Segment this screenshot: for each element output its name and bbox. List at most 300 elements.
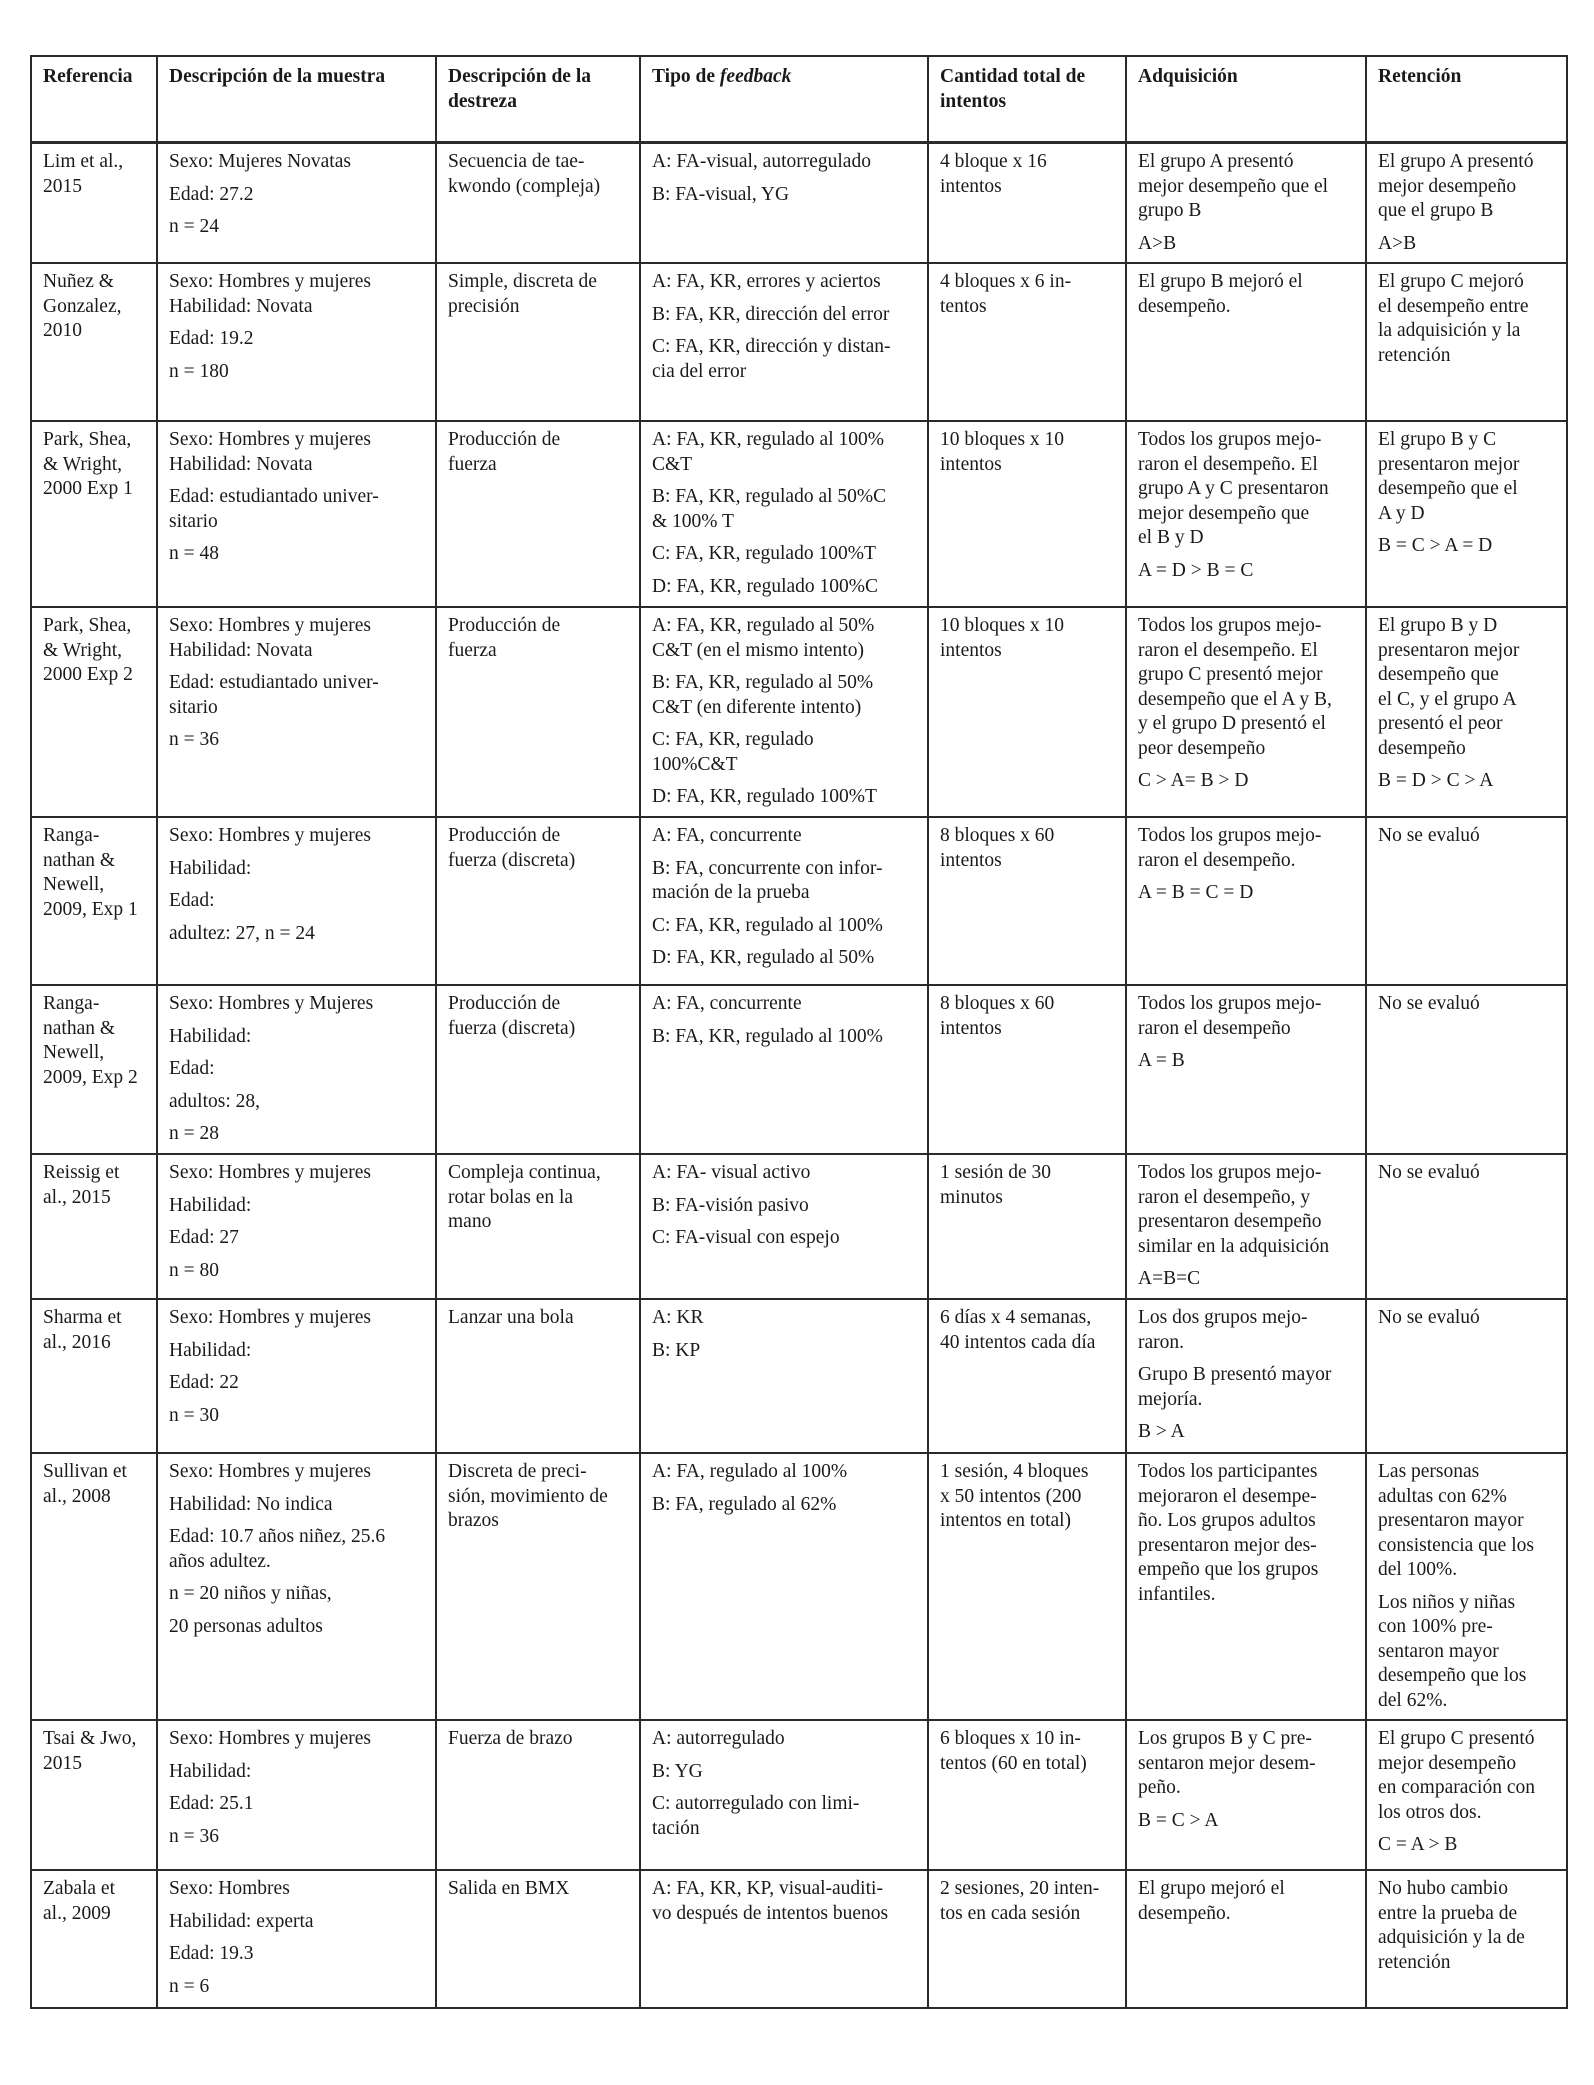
text-line: 10 bloques x 10 — [940, 615, 1065, 636]
paragraph — [1378, 1460, 1558, 1583]
text-line: Habilidad: — [169, 857, 252, 879]
paragraph — [1378, 824, 1558, 849]
table-row — [31, 263, 1567, 421]
paragraph — [169, 542, 427, 567]
text-line: Edad: — [169, 890, 215, 911]
text-line: A = B — [1138, 1050, 1185, 1071]
text-line: sentaron mejor desem- — [1138, 1752, 1316, 1774]
paragraph — [169, 485, 427, 534]
paragraph — [652, 335, 919, 384]
paragraph — [1138, 1267, 1357, 1292]
paragraph — [652, 1460, 919, 1485]
text-line: raron el desempeño, y — [1138, 1186, 1311, 1208]
text-line: Sexo: Mujeres Novatas — [169, 151, 351, 172]
text-line: C: FA, KR, regulado 100%T — [652, 543, 876, 564]
text-line: grupo A y C presentaron — [1138, 478, 1329, 499]
text-line: & 100% T — [652, 510, 734, 532]
text-line: B = D > C > A — [1378, 770, 1494, 791]
text-line: fuerza — [448, 639, 497, 661]
paragraph — [652, 1727, 919, 1752]
text-line: Producción de — [448, 993, 561, 1014]
cell-destreza — [436, 985, 640, 1154]
text-line: Sexo: Hombres y mujeres — [169, 825, 372, 846]
paragraph — [940, 1727, 1117, 1776]
cell-retencion — [1366, 1720, 1567, 1870]
paragraph — [940, 270, 1117, 319]
paragraph — [1138, 1306, 1357, 1355]
text-line: del 62%. — [1378, 1689, 1448, 1711]
cell-retencion — [1366, 1870, 1567, 2008]
text-line: raron el desempeño. El — [1138, 639, 1318, 661]
paragraph — [1378, 1727, 1558, 1825]
paragraph — [652, 785, 919, 810]
paragraph — [652, 1493, 919, 1518]
text-line: Sexo: Hombres y mujeres — [169, 271, 372, 292]
text-line: intentos — [940, 849, 1002, 871]
cell-muestra — [157, 1870, 436, 2008]
paragraph — [1378, 232, 1558, 257]
text-line: Park, Shea, — [43, 429, 132, 450]
text-line: desempeño que el A y B, — [1138, 688, 1332, 710]
cell-ref — [31, 143, 157, 264]
paragraph — [1138, 1049, 1357, 1074]
cell-ref — [31, 1154, 157, 1299]
paragraph — [169, 728, 427, 753]
paragraph — [169, 1615, 427, 1640]
text-line: n = 28 — [169, 1123, 219, 1144]
cell-tipo — [640, 607, 928, 817]
text-line: en comparación con — [1378, 1777, 1536, 1798]
paragraph — [169, 1057, 427, 1082]
text-line: B > A — [1138, 1421, 1185, 1442]
text-line: 2015 — [43, 1752, 82, 1774]
cell-cantidad — [928, 1870, 1126, 2008]
text-line: desempeño. — [1138, 1902, 1231, 1924]
text-line: 40 intentos cada día — [940, 1331, 1096, 1353]
text-line: No se evaluó — [1378, 993, 1480, 1014]
paragraph — [1138, 270, 1357, 319]
text-line: Ranga- — [43, 825, 100, 846]
paragraph — [1138, 1877, 1357, 1926]
cell-retencion — [1366, 263, 1567, 421]
text-line: Sullivan et — [43, 1461, 127, 1482]
text-line: n = 36 — [169, 729, 219, 750]
paragraph — [169, 614, 427, 663]
cell-ref — [31, 263, 157, 421]
text-line: B: FA, KR, regulado al 50%C — [652, 486, 887, 507]
text-line: Nuñez & — [43, 271, 114, 292]
cell-tipo — [640, 1154, 928, 1299]
text-line: infantiles. — [1138, 1583, 1216, 1605]
cell-destreza — [436, 607, 640, 817]
text-line: Sexo: Hombres y mujeres — [169, 1461, 372, 1482]
text-line: A=B=C — [1138, 1268, 1201, 1289]
text-line: Edad: estudiantado univer- — [169, 486, 379, 507]
cell-retencion — [1366, 985, 1567, 1154]
paragraph — [652, 270, 919, 295]
text-line: n = 48 — [169, 543, 219, 564]
paragraph — [169, 150, 427, 175]
text-line: 10 bloques x 10 — [940, 429, 1065, 450]
text-line: sitario — [169, 510, 218, 532]
text-line: 2009, Exp 1 — [43, 898, 138, 920]
text-line: y el grupo D presentó el — [1138, 713, 1326, 734]
paragraph — [169, 1727, 427, 1752]
cell-ref — [31, 607, 157, 817]
paragraph — [1378, 270, 1558, 368]
text-line: tentos (60 en total) — [940, 1752, 1087, 1774]
text-line: No hubo cambio — [1378, 1878, 1508, 1899]
text-line: peño. — [1138, 1777, 1181, 1798]
text-line: El grupo B mejoró el — [1138, 271, 1303, 292]
header-referencia: Referencia — [31, 56, 157, 143]
text-line: tentos — [940, 295, 987, 317]
text-line: entre la prueba de — [1378, 1902, 1518, 1924]
text-line: B = C > A — [1138, 1809, 1219, 1831]
cell-retencion — [1366, 1299, 1567, 1453]
table-row — [31, 1453, 1567, 1720]
text-line: raron el desempeño. — [1138, 849, 1296, 871]
cell-destreza — [436, 1299, 640, 1453]
text-line: raron el desempeño — [1138, 1017, 1291, 1039]
cell-adquisicion — [1126, 421, 1366, 607]
text-line: fuerza (discreta) — [448, 849, 576, 871]
text-line: Producción de — [448, 429, 561, 450]
text-line: n = 24 — [169, 216, 219, 237]
text-line: A = D > B = C — [1138, 559, 1254, 581]
table-row — [31, 817, 1567, 985]
text-line: C&T (en diferente intento) — [652, 696, 862, 718]
text-line: Los dos grupos mejo- — [1138, 1307, 1308, 1328]
paragraph — [652, 1877, 919, 1926]
text-line: Todos los grupos mejo- — [1138, 429, 1322, 450]
text-line: A: autorregulado — [652, 1728, 785, 1749]
cell-destreza — [436, 817, 640, 985]
text-line: desempeño. — [1138, 295, 1231, 317]
cell-adquisicion — [1126, 985, 1366, 1154]
text-line: D: FA, KR, regulado 100%C — [652, 575, 879, 597]
text-line: brazos — [448, 1510, 499, 1531]
paragraph — [1138, 769, 1357, 794]
paragraph — [1378, 428, 1558, 526]
paragraph — [940, 428, 1117, 477]
text-line: Secuencia de tae- — [448, 151, 585, 172]
paragraph — [1378, 614, 1558, 761]
text-line: C: FA, KR, regulado al 100% — [652, 914, 883, 936]
text-line: al., 2008 — [43, 1485, 111, 1507]
cell-cantidad — [928, 817, 1126, 985]
cell-ref — [31, 1870, 157, 2008]
text-line: Edad: 25.1 — [169, 1793, 254, 1814]
text-line: A: FA, KR, errores y aciertos — [652, 271, 881, 292]
text-line: adultez: 27, n = 24 — [169, 922, 315, 944]
text-line: mejoría. — [1138, 1388, 1203, 1410]
text-line: Discreta de preci- — [448, 1461, 587, 1482]
text-line: Habilidad: No indica — [169, 1493, 333, 1515]
text-line: vo después de intentos buenos — [652, 1902, 889, 1924]
paragraph — [169, 1877, 427, 1902]
cell-retencion — [1366, 817, 1567, 985]
paragraph — [169, 1090, 427, 1115]
paragraph — [169, 428, 427, 477]
paragraph — [1138, 1363, 1357, 1412]
table-row — [31, 1720, 1567, 1870]
text-line: A>B — [1138, 232, 1177, 254]
paragraph — [43, 1460, 148, 1509]
paragraph — [1138, 150, 1357, 224]
paragraph — [169, 1760, 427, 1785]
text-line: Sexo: Hombres — [169, 1878, 290, 1899]
text-line: intentos — [940, 1017, 1002, 1039]
paragraph — [448, 1727, 631, 1752]
text-line: el desempeño entre — [1378, 295, 1529, 317]
text-line: Todos los grupos mejo- — [1138, 825, 1322, 846]
text-line: B: FA, concurrente con infor- — [652, 857, 883, 879]
cell-muestra — [157, 817, 436, 985]
text-line: Habilidad: Novata — [169, 453, 313, 475]
paragraph — [169, 1792, 427, 1817]
paragraph — [940, 1877, 1117, 1926]
header-retencion: Retención — [1366, 56, 1567, 143]
text-line: Las personas — [1378, 1461, 1480, 1482]
paragraph — [169, 1975, 427, 2000]
text-line: mejor desempeño — [1378, 1752, 1517, 1774]
paragraph — [652, 1339, 919, 1364]
text-line: B = C > A = D — [1378, 535, 1493, 556]
cell-tipo — [640, 1870, 928, 2008]
cell-muestra — [157, 263, 436, 421]
text-line: Edad: — [169, 1058, 215, 1079]
paragraph — [1138, 881, 1357, 906]
text-line: No se evaluó — [1378, 825, 1480, 846]
cell-destreza — [436, 143, 640, 264]
text-line: mejoraron el desempe- — [1138, 1485, 1317, 1507]
paragraph — [652, 1226, 919, 1251]
paragraph — [1138, 559, 1357, 584]
paragraph — [1378, 1306, 1558, 1331]
text-line: Tsai & Jwo, — [43, 1728, 137, 1749]
text-line: Todos los grupos mejo- — [1138, 615, 1322, 636]
text-line: retención — [1378, 1951, 1451, 1973]
cell-destreza — [436, 421, 640, 607]
text-line: B: FA, KR, dirección del error — [652, 303, 890, 325]
text-line: B: FA, KR, regulado al 100% — [652, 1025, 883, 1047]
text-line: Salida en BMX — [448, 1878, 570, 1899]
cell-muestra — [157, 1453, 436, 1720]
text-line: Grupo B presentó mayor — [1138, 1364, 1332, 1385]
paragraph — [169, 1226, 427, 1251]
cell-destreza — [436, 1870, 640, 2008]
paragraph — [43, 428, 148, 502]
text-line: Sharma et — [43, 1307, 122, 1328]
table-row — [31, 985, 1567, 1154]
text-line: adquisición y la de — [1378, 1927, 1525, 1948]
paragraph — [652, 542, 919, 567]
paragraph — [1138, 992, 1357, 1041]
text-line: n = 180 — [169, 360, 229, 382]
paragraph — [652, 1161, 919, 1186]
text-line: 2 sesiones, 20 inten- — [940, 1878, 1100, 1899]
text-line: D: FA, KR, regulado 100%T — [652, 786, 877, 807]
paragraph — [652, 671, 919, 720]
paragraph — [652, 614, 919, 663]
text-line: Edad: 10.7 años niñez, 25.6 — [169, 1526, 386, 1547]
paragraph — [1378, 992, 1558, 1017]
cell-muestra — [157, 1299, 436, 1453]
text-line: raron el desempeño. El — [1138, 453, 1318, 475]
cell-retencion — [1366, 143, 1567, 264]
paragraph — [652, 728, 919, 777]
text-line: grupo B — [1138, 200, 1202, 221]
text-line: B: YG — [652, 1760, 703, 1782]
cell-retencion — [1366, 421, 1567, 607]
paragraph — [448, 428, 631, 477]
paragraph — [652, 150, 919, 175]
paragraph — [169, 857, 427, 882]
header-adquisicion: Adquisición — [1126, 56, 1366, 143]
paragraph — [169, 1259, 427, 1284]
cell-cantidad — [928, 1720, 1126, 1870]
text-line: Habilidad: Novata — [169, 639, 313, 661]
text-line: mejor desempeño que — [1138, 502, 1310, 524]
text-line: n = 36 — [169, 1825, 219, 1847]
text-line: No se evaluó — [1378, 1162, 1480, 1183]
paragraph — [940, 150, 1117, 199]
text-line: los otros dos. — [1378, 1801, 1482, 1823]
text-line: Habilidad: — [169, 1339, 252, 1361]
text-line: presentaron desempeño — [1138, 1211, 1322, 1232]
paragraph — [1138, 1809, 1357, 1834]
paragraph — [940, 1460, 1117, 1534]
text-line: C: FA-visual con espejo — [652, 1227, 840, 1248]
table-row — [31, 607, 1567, 817]
cell-destreza — [436, 1720, 640, 1870]
paragraph — [169, 1525, 427, 1574]
paragraph — [940, 992, 1117, 1041]
paragraph — [448, 270, 631, 319]
text-line: Newell, — [43, 1042, 105, 1063]
text-line: El grupo B y C — [1378, 429, 1497, 450]
cell-destreza — [436, 1154, 640, 1299]
paragraph — [652, 575, 919, 600]
cell-ref — [31, 1299, 157, 1453]
text-line: intentos — [940, 175, 1002, 197]
text-line: 8 bloques x 60 — [940, 825, 1055, 846]
paragraph — [1378, 150, 1558, 224]
text-line: B: FA, KR, regulado al 50% — [652, 672, 874, 693]
text-line: Los niños y niñas — [1378, 1591, 1516, 1613]
text-line: El grupo B y D — [1378, 615, 1498, 636]
paragraph — [652, 992, 919, 1017]
paragraph — [43, 1161, 148, 1210]
text-line: la adquisición y la — [1378, 320, 1521, 341]
cell-muestra — [157, 1720, 436, 1870]
text-line: A: FA, KR, KP, visual-auditi- — [652, 1878, 883, 1899]
paragraph — [1138, 428, 1357, 551]
text-line: minutos — [940, 1186, 1003, 1208]
text-line: B: KP — [652, 1339, 701, 1361]
paragraph — [169, 671, 427, 720]
paragraph — [169, 889, 427, 914]
text-line: & Wright, — [43, 639, 123, 661]
paragraph — [1138, 1420, 1357, 1445]
cell-cantidad — [928, 1453, 1126, 1720]
text-line: A: FA, regulado al 100% — [652, 1461, 848, 1482]
text-line: Habilidad: experta — [169, 1910, 314, 1932]
text-line: Sexo: Hombres y mujeres — [169, 429, 372, 450]
text-line: B: FA, regulado al 62% — [652, 1493, 837, 1515]
paragraph — [169, 1161, 427, 1186]
paragraph — [169, 183, 427, 208]
cell-tipo — [640, 1299, 928, 1453]
cell-cantidad — [928, 1154, 1126, 1299]
paragraph — [1378, 534, 1558, 559]
paragraph — [652, 824, 919, 849]
text-line: sión, movimiento de — [448, 1485, 608, 1507]
paragraph — [652, 485, 919, 534]
paragraph — [43, 150, 148, 199]
paragraph — [448, 824, 631, 873]
header-tipo — [640, 56, 928, 143]
text-line: 2000 Exp 1 — [43, 478, 133, 499]
text-line: ño. Los grupos adultos — [1138, 1510, 1316, 1531]
paragraph — [1138, 614, 1357, 761]
cell-muestra — [157, 143, 436, 264]
text-line: sentaron mayor — [1378, 1640, 1499, 1662]
cell-ref — [31, 985, 157, 1154]
cell-tipo — [640, 1453, 928, 1720]
paragraph — [652, 183, 919, 208]
paragraph — [652, 1760, 919, 1785]
paragraph — [652, 1306, 919, 1331]
cell-adquisicion — [1126, 143, 1366, 264]
paragraph — [169, 992, 427, 1017]
text-line: Todos los grupos mejo- — [1138, 993, 1322, 1014]
paragraph — [652, 1194, 919, 1219]
text-line: del 100%. — [1378, 1559, 1458, 1580]
text-line: al., 2016 — [43, 1331, 111, 1353]
cell-ref — [31, 817, 157, 985]
cell-destreza — [436, 1453, 640, 1720]
text-line: que el grupo B — [1378, 200, 1494, 221]
review-table — [30, 55, 1568, 2009]
paragraph — [43, 1877, 148, 1926]
paragraph — [169, 1942, 427, 1967]
text-line: Gonzalez, — [43, 295, 122, 317]
table-row — [31, 1299, 1567, 1453]
cell-tipo — [640, 817, 928, 985]
cell-destreza — [436, 263, 640, 421]
paragraph — [448, 1460, 631, 1534]
text-line: años adultez. — [169, 1550, 271, 1572]
text-line: al., 2015 — [43, 1186, 111, 1208]
paragraph — [43, 614, 148, 688]
text-line: n = 80 — [169, 1259, 219, 1281]
text-line: presentaron mayor — [1378, 1510, 1524, 1531]
text-line: 1 sesión de 30 — [940, 1162, 1052, 1183]
text-line: El grupo C mejoró — [1378, 271, 1524, 292]
text-line: Newell, — [43, 874, 105, 895]
text-line: 4 bloque x 16 — [940, 151, 1047, 172]
text-line: Sexo: Hombres y mujeres — [169, 1728, 372, 1749]
text-line: al., 2009 — [43, 1902, 111, 1924]
text-line: El grupo mejoró el — [1138, 1878, 1285, 1899]
text-line: retención — [1378, 344, 1451, 366]
text-line: Sexo: Hombres y Mujeres — [169, 993, 374, 1014]
text-line: precisión — [448, 295, 520, 317]
text-line: C: FA, KR, regulado — [652, 729, 814, 750]
text-line: A y D — [1378, 502, 1425, 524]
